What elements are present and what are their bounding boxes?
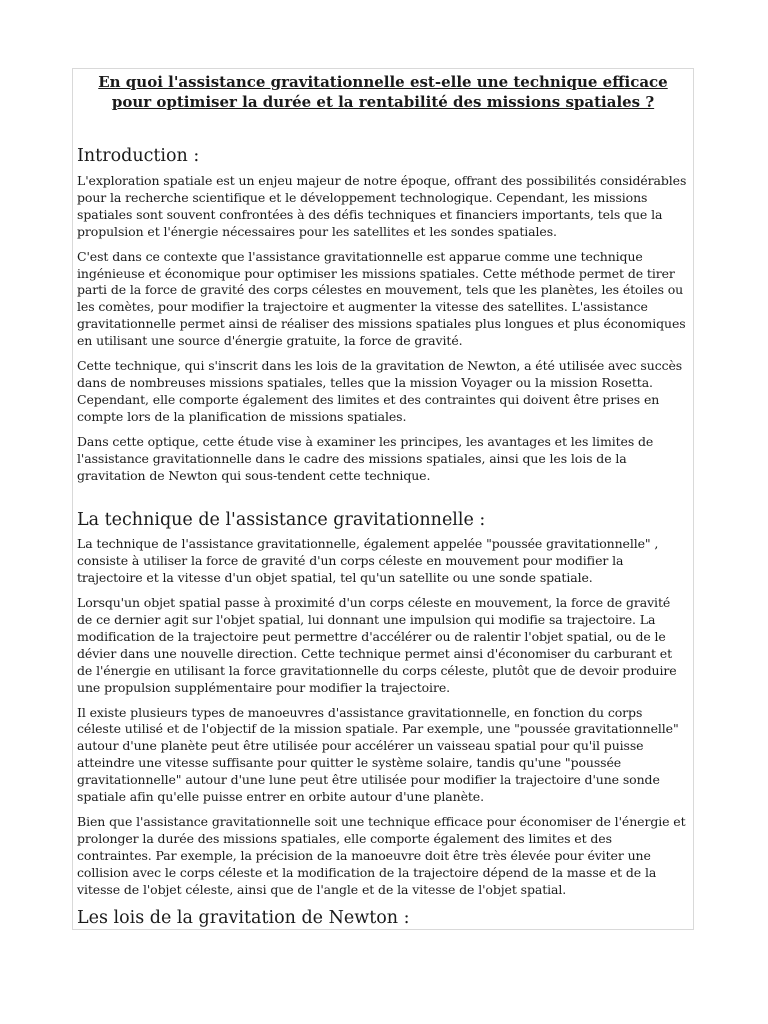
paragraph: Bien que l'assistance gravitationnelle soit une technique efficace pour économiser de l'énergie et prolonger la durée des missions spatiales, elle comporte également des limites et des contraintes. Par exemple, la précision de la manoeuvre doit être très élevée pour éviter une collision avec le corps céleste et la modification de la trajectoire dépend de la masse et de la vitesse de l'objet céleste, ainsi que de l'angle et de la vitesse de l'objet spatial. — [77, 814, 686, 897]
paragraph: Il existe plusieurs types de manoeuvres d'assistance gravitationnelle, en fonction du corps céleste utilisé et de l'objectif de la mission spatiale. Par exemple, une "poussée gravitationnelle" autour d'une planète peut être utilisée pour accélérer un vaisseau spatial pour qu'il puisse atteindre une vitesse suffisante pour quitter le système solaire, tandis qu'une "poussée gravitationnelle" autour d'une lune peut être utilisée pour modifier la trajectoire d'une sonde spatiale afin qu'elle puisse entrer en orbite autour d'une planète. — [77, 704, 679, 805]
paragraph: C'est dans ce contexte que l'assistance gravitationnelle est apparue comme une technique ingénieuse et économique pour optimiser les missions spatiales. Cette méthode permet de tirer parti de la force de gravité des corps célestes en mouvement, tels que les planètes, les étoiles ou les comètes, pour modifier la trajectoire et augmenter la vitesse des satellites. L'assistance gravitationnelle permet ainsi de réaliser des missions spatiales plus longues et plus économiques en utilisant une source d'énergie gratuite, la force de gravité. — [77, 248, 686, 349]
paragraph: La technique de l'assistance gravitationnelle, également appelée "poussée gravitationnelle" , consiste à utiliser la force de gravité d'un corps céleste en mouvement pour modifier la trajectoire et la vitesse d'un objet spatial, tel qu'un satellite ou une sonde spatiale. — [77, 536, 659, 586]
section-heading-newton: Les lois de la gravitation de Newton : — [77, 907, 410, 928]
paragraph: L'exploration spatiale est un enjeu majeur de notre époque, offrant des possibilités considérables pour la recherche scientifique et le développement technologique. Cependant, les missions spatiales sont souvent confrontées à des défis techniques et financiers importants, tels que la propulsion et l'énergie nécessaires pour les satellites et les sondes spatiales. — [77, 173, 687, 239]
section-heading-introduction: Introduction : — [77, 146, 200, 166]
section-heading-technique: La technique de l'assistance gravitationnelle : — [77, 510, 486, 531]
paragraph: Dans cette optique, cette étude vise à examiner les principes, les avantages et les limites de l'assistance gravitationnelle dans le cadre des missions spatiales, ainsi que les lois de la gravitation de Newton qui sous-tendent cette technique. — [77, 433, 654, 483]
document-title: En quoi l'assistance gravitationnelle est-elle une technique efficace pour optimiser la durée et la rentabilité des missions spatiales ? — [98, 73, 668, 111]
paragraph: Lorsqu'un objet spatial passe à proximité d'un corps céleste en mouvement, la force de gravité de ce dernier agit sur l'objet spatial, lui donnant une impulsion qui modifie sa trajectoire. La modification de la trajectoire peut permettre d'accélérer ou de ralentir l'objet spatial, ou de le dévier dans une nouvelle direction. Cette technique permet ainsi d'économiser du carburant et de l'énergie en utilisant la force gravitationnelle du corps céleste, plutôt que de devoir produire une propulsion supplémentaire pour modifier la trajectoire. — [77, 595, 677, 695]
paragraph: Cette technique, qui s'inscrit dans les lois de la gravitation de Newton, a été utilisée avec succès dans de nombreuses missions spatiales, telles que la mission Voyager ou la mission Rosetta. Cependant, elle comporte également des limites et des contraintes qui doivent être prises en compte lors de la planification de missions spatiales. — [77, 358, 683, 424]
document-page — [72, 68, 694, 930]
